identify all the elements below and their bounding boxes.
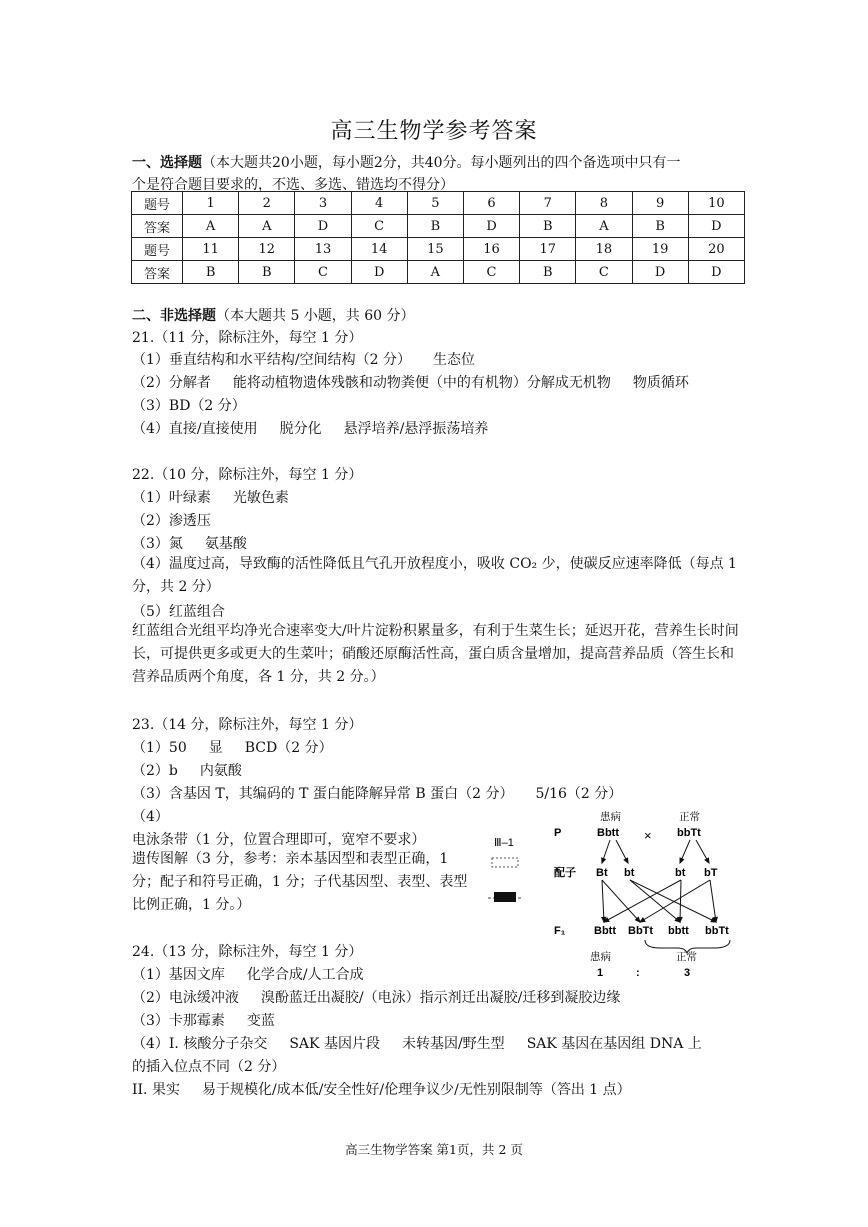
parent2-geno: bbTt [677,827,701,839]
q23-line4: （4） [132,809,169,825]
parent1-geno: Bbtt [597,827,619,839]
answer-table-cell: D [295,215,351,238]
answer-table-cell: D [463,215,519,238]
band-filled [494,892,516,902]
answer-table-cell: 8 [576,192,632,215]
answer-table-cell: C [463,261,519,284]
answer-table-cell: 2 [239,192,295,215]
arrow-p1-g1-head [602,858,606,863]
section1-desc-line1: 一、选择题（本大题共20小题，每小题2分，共40分。每小题列出的四个备选项中只有一 [132,155,681,171]
q22-line3: （3）氮 氨基酸 [132,536,247,552]
q21-line1: （1）垂直结构和水平结构/空间结构（2 分） 生态位 [132,352,475,368]
q23-line2: （2）b 内氨酸 [132,763,242,779]
q23-line3: （3）含基因 T，其编码的 T 蛋白能降解异常 B 蛋白（2 分） 5/16（2 分） [132,786,623,802]
q23-head: 23.（14 分，除标注外，每空 1 分） [132,717,363,733]
answer-table-row-label: 题号 [132,238,183,261]
answer-table-cell: 4 [351,192,407,215]
q22-head: 22.（10 分，除标注外，每空 1 分） [132,467,363,483]
answer-table-cell: C [295,261,351,284]
answer-table-row-label: 答案 [132,215,183,238]
arrow-g4-o2 [640,880,710,922]
cross-symbol: × [644,828,652,843]
arrow-p2-g3-head [680,858,684,863]
offspring-1: Bbtt [594,925,616,937]
arrow-g4-o4 [710,880,716,922]
q22-line5: （5）红蓝组合 [132,604,225,620]
gamete-4: bT [704,867,718,879]
ratio-colon: : [636,967,640,979]
answer-table-cell: B [520,215,576,238]
answer-table-cell: 5 [407,192,463,215]
answer-table-cell: 6 [463,192,519,215]
answer-table-cell: 13 [295,238,351,261]
answer-table-cell: 7 [520,192,576,215]
answer-table-cell: B [239,261,295,284]
answer-table-cell: 3 [295,192,351,215]
answer-table [131,191,745,284]
answer-table-row [132,192,745,215]
q23-line6: 遗传图解（3 分，参考：亲本基因型和表型正确，1 分；配子和符号正确，1 分；子代基因型、表型、表型比例正确，1 分。） [132,851,468,913]
q24-line3: （3）卡那霉素 变蓝 [132,1013,275,1029]
offspring-normal: 正常 [676,951,697,963]
arrow-g1-o1 [602,880,604,922]
page-footer: 高三生物学答案 第1页，共 2 页 [345,1142,523,1157]
parent2-pheno: 正常 [679,811,700,823]
answer-table-cell: 20 [688,238,744,261]
arrow-p1-g2-head [624,858,628,863]
genetic-diagram [480,800,750,980]
answer-table-cell: B [632,215,688,238]
q21-line2: （2）分解者 能将动植物遗体残骸和动物粪便（中的有机物）分解成无机物 物质循环 [132,375,689,391]
answer-table-cell: D [688,215,744,238]
q24-line1: （1）基因文库 化学合成/人工合成 [132,967,364,983]
p-label: P [554,827,562,839]
q21-head: 21.（11 分，除标注外，每空 1 分） [132,330,363,346]
answer-table-cell: 16 [463,238,519,261]
answer-table-row [132,215,745,238]
band-empty [492,858,518,867]
gamete-3: bt [675,867,686,879]
answer-table-cell: 11 [183,238,239,261]
offspring-sick: 患病 [590,951,611,963]
answer-table-cell: A [407,261,463,284]
answer-table-cell: A [183,215,239,238]
q21-line4: （4）直接/直接使用 脱分化 悬浮培养/悬浮振荡培养 [132,421,489,437]
band-label: Ⅲ–1 [494,837,514,849]
q24-line2: （2）电泳缓冲液 溴酚蓝迁出凝胶/（电泳）指示剂迁出凝胶/迁移到凝胶边缘 [132,990,621,1006]
answer-table-cell: B [520,261,576,284]
q22-line1: （1）叶绿素 光敏色素 [132,490,289,506]
answer-table-cell: 9 [632,192,688,215]
offspring-2: BbTt [628,925,654,937]
arrow-g4-o2-head [640,918,645,922]
answer-table-cell: 15 [407,238,463,261]
answer-table-cell: A [239,215,295,238]
f1-label: F₁ [554,925,566,937]
answer-table-cell: 17 [520,238,576,261]
q23-line5: 电泳条带（1 分，位置合理即可，宽窄不要求） [132,832,426,848]
answer-table-cell: 18 [576,238,632,261]
answer-table-cell: B [407,215,463,238]
q22-line4: （4）温度过高，导致酶的活性降低且气孔开放程度小，吸收 CO₂ 少，使碳反应速率降低（每点 1 分，共 2 分） [132,556,737,595]
q24-head: 24.（13 分，除标注外，每空 1 分） [132,944,363,960]
answer-table-cell: B [183,261,239,284]
q21-line3: （3）BD（2 分） [132,398,246,414]
section1-heading: 一、选择题 [132,155,202,171]
answer-table-row [132,261,745,284]
answer-table-cell: C [351,215,407,238]
answer-table-cell: 14 [351,238,407,261]
gamete-label: 配子 [554,867,576,879]
arrow-g1-o2 [602,880,640,922]
answer-table-row-label: 答案 [132,261,183,284]
q22-line6: 红蓝组合光组平均净光合速率变大/叶片淀粉积累量多，有利于生菜生长；延迟开花，营养生长时间长，可提供更多或更大的生菜叶；硝酸还原酶活性高，蛋白质含量增加，提高营养品质（答生长和营养品质两个角度，各 1 分，共 2 分。） [132,623,739,685]
answer-table-cell: 12 [239,238,295,261]
arrow-g3-o3 [680,880,681,922]
answer-table-cell: 19 [632,238,688,261]
offspring-3: bbtt [668,925,689,937]
q24-line4: （4）I. 核酸分子杂交 SAK 基因片段 未转基因/野生型 SAK 基因在基因组 DNA 上 [132,1036,702,1052]
answer-table-cell: D [351,261,407,284]
q22-line2: （2）渗透压 [132,513,211,529]
q24-line6: II. 果实 易于规模化/成本低/安全性好/伦理争议少/无性别限制等（答出 1 点） [132,1082,631,1098]
answer-table-cell: D [632,261,688,284]
section2-heading-line: 二、非选择题（本大题共 5 小题，共 60 分） [132,308,415,324]
answer-table-row-label: 题号 [132,192,183,215]
answer-table-cell: D [688,261,744,284]
answer-table-cell: A [576,215,632,238]
answer-table-cell: 1 [183,192,239,215]
answer-table-cell: C [576,261,632,284]
q24-line5: 的插入位点不同（2 分） [132,1059,286,1075]
ratio-3: 3 [684,967,691,979]
answer-table-cell: 10 [688,192,744,215]
ratio-1: 1 [597,967,604,979]
q23-line1: （1）50 显 BCD（2 分） [132,740,333,756]
offspring-4: bbTt [705,925,729,937]
parent1-pheno: 患病 [600,811,621,823]
section2-heading: 二、非选择题 [132,308,216,324]
page-title: 高三生物学参考答案 [330,119,538,144]
section1-desc-line2: 个是符合题目要求的，不选、多选、错选均不得分） [132,177,454,193]
gamete-1: Bt [596,867,608,879]
gamete-2: bt [624,867,635,879]
arrow-p2-g4-head [705,858,709,863]
answer-table-row [132,238,745,261]
